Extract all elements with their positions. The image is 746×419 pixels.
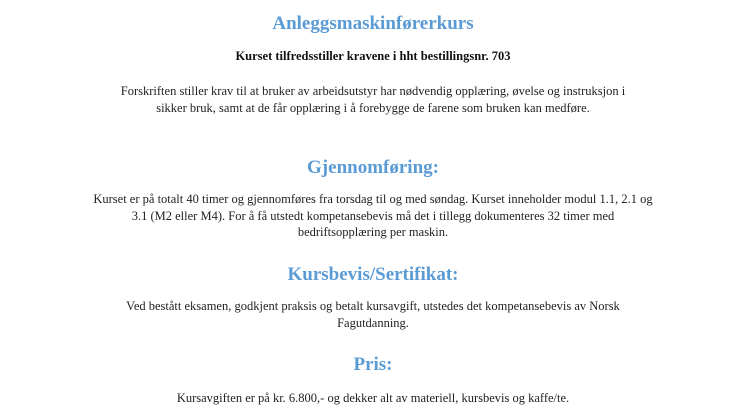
- intro-paragraph: Forskriften stiller krav til at bruker av arbeidsutstyr har nødvendig opplæring, øvelse og instruksjon i sikker bruk, samt at de får opplæring i å forebygge de farene som bruken kan medføre.: [120, 84, 626, 115]
- section-text-pris: Kursavgiften er på kr. 6.800,- og dekker alt av materiell, kursbevis og kaffe/te.: [176, 391, 570, 405]
- section-text-kursbevis: Ved bestått eksamen, godkjent praksis og betalt kursavgift, utstedes det kompetansebevis av Norsk Fagutdanning.: [126, 299, 620, 330]
- section-heading-gjennomforing: Gjennomføring:: [307, 157, 439, 178]
- page-title: Anleggsmaskinførerkurs: [272, 13, 474, 34]
- course-subtitle: Kurset tilfredsstiller kravene i hht bestillingsnr. 703: [235, 49, 511, 63]
- section-heading-pris: Pris:: [353, 354, 393, 375]
- section-text-gjennomforing: Kurset er på totalt 40 timer og gjennomføres fra torsdag til og med søndag. Kurset inneholder modul 1.1, 2.1 og 3.1 (M2 eller M4). For å få utstedt kompetansebevis må det i tillegg dokumenteres 32 timer med bedriftsopplæring per maskin.: [93, 192, 653, 239]
- section-heading-kursbevis: Kursbevis/Sertifikat:: [287, 264, 459, 285]
